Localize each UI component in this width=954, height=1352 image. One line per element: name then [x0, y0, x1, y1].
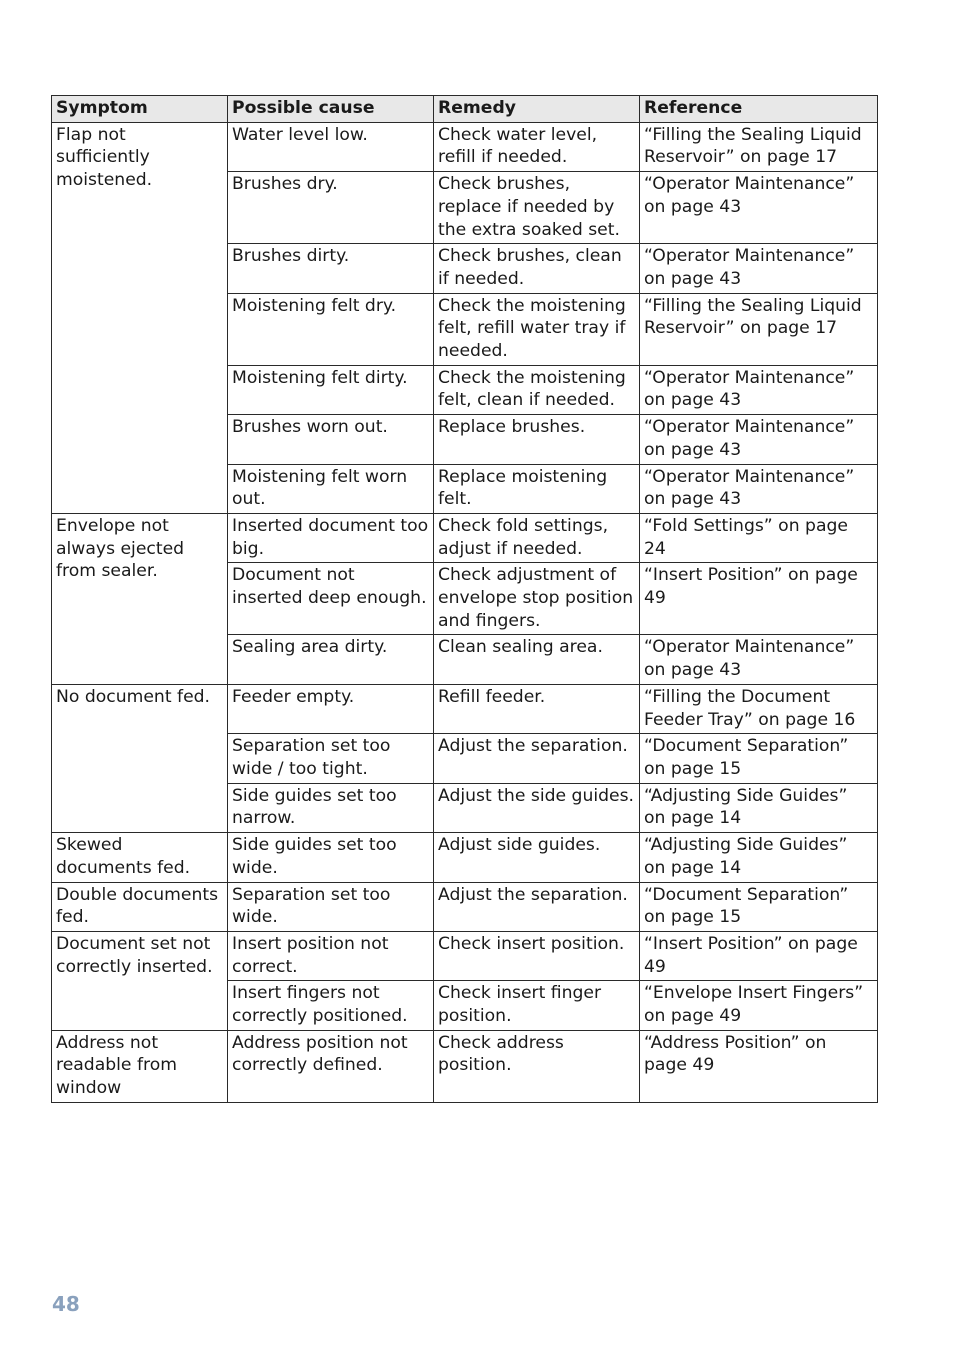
remedy-cell: Check address position.	[434, 1030, 640, 1102]
cause-cell: Sealing area dirty.	[228, 635, 434, 684]
remedy-cell: Check water level, refill if needed.	[434, 122, 640, 171]
reference-cell: “Envelope Insert Fingers” on page 49	[640, 981, 878, 1030]
symptom-cell: Skewed documents fed.	[52, 833, 228, 882]
cause-cell: Inserted document too big.	[228, 513, 434, 562]
remedy-cell: Check the moistening felt, clean if needed.	[434, 365, 640, 414]
cause-cell: Moistening felt dry.	[228, 293, 434, 365]
remedy-cell: Check insert finger position.	[434, 981, 640, 1030]
cause-cell: Separation set too wide / too tight.	[228, 734, 434, 783]
cause-cell: Moistening felt worn out.	[228, 464, 434, 513]
cause-cell: Side guides set too narrow.	[228, 783, 434, 832]
reference-cell: “Document Separation” on page 15	[640, 734, 878, 783]
remedy-cell: Refill feeder.	[434, 684, 640, 733]
table-row	[52, 882, 878, 931]
reference-cell: “Address Position” on page 49	[640, 1030, 878, 1102]
cause-cell: Address position not correctly defined.	[228, 1030, 434, 1102]
symptom-cell: No document fed.	[52, 684, 228, 832]
remedy-cell: Check brushes, clean if needed.	[434, 244, 640, 293]
remedy-cell: Check the moistening felt, refill water tray if needed.	[434, 293, 640, 365]
reference-cell: “Operator Maintenance” on page 43	[640, 635, 878, 684]
remedy-cell: Check insert position.	[434, 931, 640, 980]
table-row	[52, 122, 878, 171]
symptom-column-header: Symptom	[52, 96, 228, 123]
table-header	[52, 96, 878, 123]
cause-cell: Feeder empty.	[228, 684, 434, 733]
reference-cell: “Adjusting Side Guides” on page 14	[640, 783, 878, 832]
symptom-cell: Envelope not always ejected from sealer.	[52, 513, 228, 684]
cause-cell: Brushes dirty.	[228, 244, 434, 293]
table-row	[52, 1030, 878, 1102]
remedy-cell: Adjust the side guides.	[434, 783, 640, 832]
reference-cell: “Filling the Document Feeder Tray” on page 16	[640, 684, 878, 733]
reference-cell: “Operator Maintenance” on page 43	[640, 244, 878, 293]
table-row	[52, 513, 878, 562]
cause-cell: Brushes dry.	[228, 172, 434, 244]
symptom-cell: Double documents fed.	[52, 882, 228, 931]
remedy-cell: Adjust side guides.	[434, 833, 640, 882]
cause-cell: Brushes worn out.	[228, 415, 434, 464]
remedy-cell: Clean sealing area.	[434, 635, 640, 684]
remedy-cell: Check brushes, replace if needed by the extra soaked set.	[434, 172, 640, 244]
cause-column-header: Possible cause	[228, 96, 434, 123]
cause-cell: Insert position not correct.	[228, 931, 434, 980]
remedy-column-header: Remedy	[434, 96, 640, 123]
reference-cell: “Fold Settings” on page 24	[640, 513, 878, 562]
cause-cell: Water level low.	[228, 122, 434, 171]
remedy-cell: Adjust the separation.	[434, 734, 640, 783]
reference-cell: “Operator Maintenance” on page 43	[640, 172, 878, 244]
remedy-cell: Check adjustment of envelope stop position and fingers.	[434, 563, 640, 635]
cause-cell: Insert fingers not correctly positioned.	[228, 981, 434, 1030]
remedy-cell: Adjust the separation.	[434, 882, 640, 931]
table-row	[52, 931, 878, 980]
cause-cell: Moistening felt dirty.	[228, 365, 434, 414]
reference-cell: “Operator Maintenance” on page 43	[640, 464, 878, 513]
table-row	[52, 684, 878, 733]
reference-cell: “Filling the Sealing Liquid Reservoir” on page 17	[640, 122, 878, 171]
symptom-cell: Address not readable from window	[52, 1030, 228, 1102]
remedy-cell: Check fold settings, adjust if needed.	[434, 513, 640, 562]
reference-cell: “Insert Position” on page 49	[640, 563, 878, 635]
header-row	[52, 96, 878, 123]
cause-cell: Document not inserted deep enough.	[228, 563, 434, 635]
troubleshooting-table	[51, 95, 878, 1103]
cause-cell: Separation set too wide.	[228, 882, 434, 931]
symptom-cell: Document set not correctly inserted.	[52, 931, 228, 1030]
reference-cell: “Operator Maintenance” on page 43	[640, 365, 878, 414]
reference-cell: “Operator Maintenance” on page 43	[640, 415, 878, 464]
reference-cell: “Adjusting Side Guides” on page 14	[640, 833, 878, 882]
table-row	[52, 833, 878, 882]
table-body	[52, 122, 878, 1102]
reference-column-header: Reference	[640, 96, 878, 123]
reference-cell: “Document Separation” on page 15	[640, 882, 878, 931]
page-number: 48	[52, 1292, 80, 1316]
symptom-cell: Flap not sufficiently moistened.	[52, 122, 228, 513]
remedy-cell: Replace brushes.	[434, 415, 640, 464]
reference-cell: “Insert Position” on page 49	[640, 931, 878, 980]
cause-cell: Side guides set too wide.	[228, 833, 434, 882]
remedy-cell: Replace moistening felt.	[434, 464, 640, 513]
reference-cell: “Filling the Sealing Liquid Reservoir” on page 17	[640, 293, 878, 365]
